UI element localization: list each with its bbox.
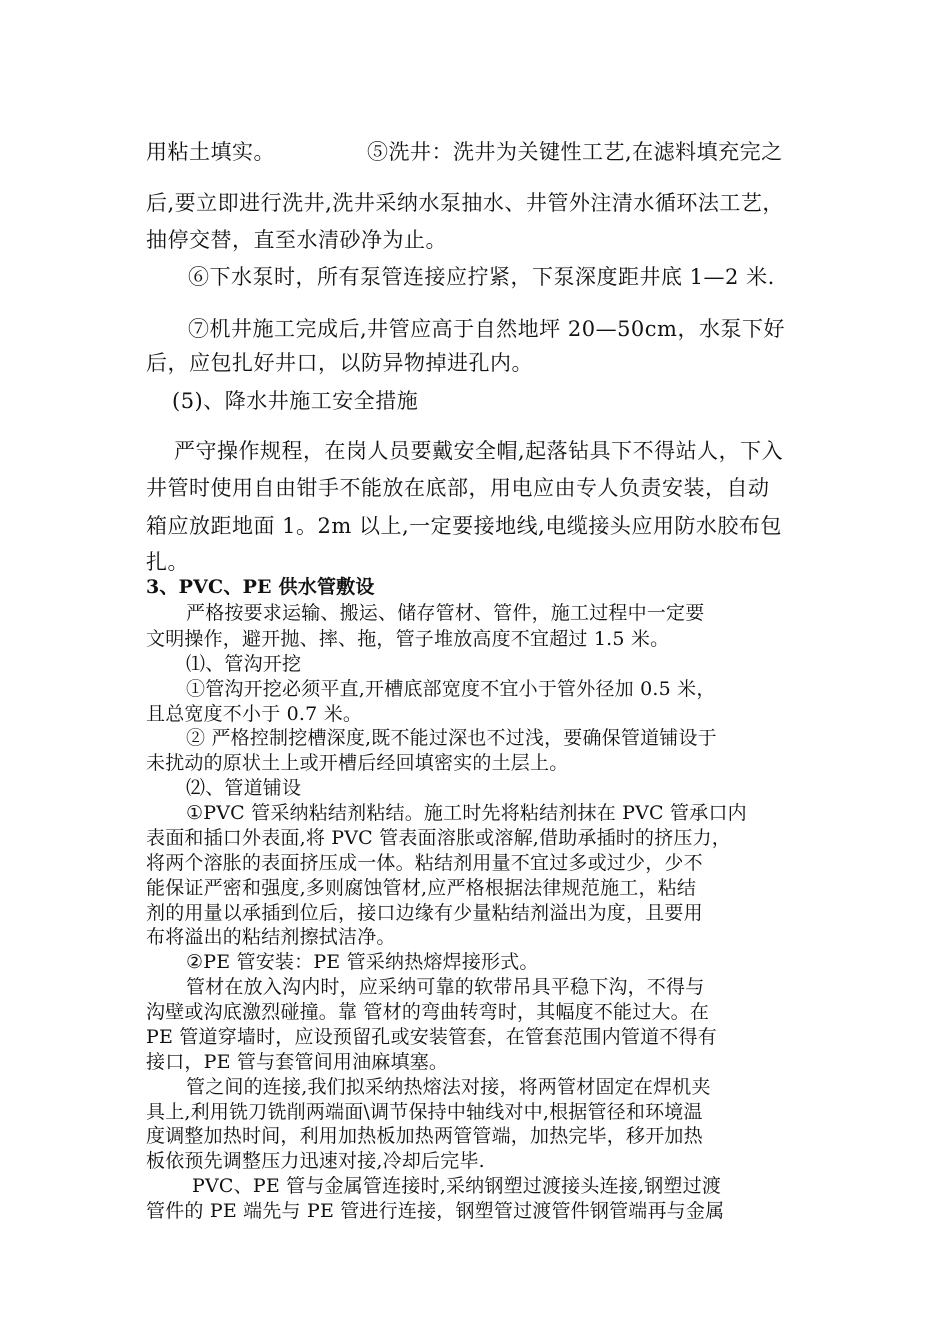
- paragraph-line: 沟壁或沟底激烈碰撞。靠 管材的弯曲转弯时，其幅度不能过大。在: [146, 1001, 710, 1023]
- paragraph-line: 管之间的连接,我们拟采纳热熔法对接，将两管材固定在焊机夹: [186, 1076, 711, 1098]
- paragraph-line: ② 严格控制挖槽深度,既不能过深也不过浅，要确保管道铺设于: [186, 727, 717, 749]
- paragraph-line: ②PE 管安装：PE 管采纳热熔焊接形式。: [186, 951, 539, 973]
- paragraph-line: 布将溢出的粘结剂擦拭洁净。: [146, 926, 396, 948]
- text-run: 用粘土填实。: [146, 140, 275, 164]
- text-run: ⑤洗井：洗井为关键性工艺,在滤料填充完之: [367, 140, 783, 164]
- paragraph-line: 且总宽度不小于 0.7 米。: [146, 703, 363, 725]
- paragraph-line: 井管时使用自由钳手不能放在底部，用电应由专人负责安装，自动: [146, 476, 770, 500]
- paragraph-line: 管材在放入沟内时，应采纳可靠的软带吊具平稳下沟，不得与: [186, 976, 705, 998]
- subheading: ⑴、管沟开挖: [186, 653, 302, 675]
- paragraph-line: PE 管道穿墙时，应设预留孔或安装管套，在管套范围内管道不得有: [146, 1026, 717, 1048]
- paragraph-line: 严守操作规程，在岗人员要戴安全帽,起落钻具下不得站人，下入: [174, 439, 784, 463]
- paragraph-line: 文明操作，避开抛、摔、拖，管子堆放高度不宜超过 1.5 米。: [146, 628, 670, 650]
- paragraph-line: 能保证严密和强度,多则腐蚀管材,应严格根据法律规范施工，粘结: [146, 877, 697, 899]
- subheading: (5)、降水井施工安全措施: [172, 389, 419, 413]
- paragraph-line: ⑦机井施工完成后,井管应高于自然地坪 20—50cm，水泵下好: [188, 317, 785, 341]
- paragraph-line: 后，应包扎好井口，以防异物掉进孔内。: [146, 351, 533, 375]
- paragraph-line: 抽停交替，直至水清砂净为止。: [146, 228, 447, 252]
- paragraph-line: ①PVC 管采纳粘结剂粘结。施工时先将粘结剂抹在 PVC 管承口内: [186, 802, 747, 824]
- paragraph-line: ①管沟开挖必须平直,开槽底部宽度不宜小于管外径加 0.5 米，: [186, 678, 716, 700]
- paragraph-line: 接口，PE 管与套管间用油麻填塞。: [146, 1051, 449, 1073]
- paragraph-line: [146, 136, 783, 166]
- paragraph-line: 箱应放距地面 1。2m 以上,一定要接地线,电缆接头应用防水胶布包: [146, 514, 782, 538]
- paragraph-line: 度调整加热时间，利用加热板加热两管管端，加热完毕，移开加热: [146, 1125, 703, 1147]
- paragraph-line: 后,要立即进行洗井,洗井采纳水泵抽水、井管外注清水循环法工艺，: [146, 191, 784, 215]
- paragraph-line: 表面和插口外表面,将 PVC 管表面溶胀或溶解,借助承插时的挤压力，: [146, 827, 732, 849]
- paragraph-line: 管件的 PE 端先与 PE 管进行连接，钢塑管过渡管件钢管端再与金属: [146, 1200, 725, 1222]
- paragraph-line: 具上,利用铣刀铣削两端面\调节保持中轴线对中,根据管径和环境温: [146, 1101, 703, 1123]
- paragraph-line: 剂的用量以承插到位后，接口边缘有少量粘结剂溢出为度，且要用: [146, 902, 703, 924]
- paragraph-line: PVC、PE 管与金属管连接时,采纳钢塑过渡接头连接,钢塑过渡: [192, 1175, 722, 1197]
- paragraph-line: 严格按要求运输、搬运、储存管材、管件，施工过程中一定要: [186, 602, 705, 624]
- paragraph-line: 未扰动的原状土上或开槽后经回填密实的土层上。: [146, 752, 569, 774]
- paragraph-line: 板依预先调整压力迅速对接,冷却后完毕.: [146, 1150, 485, 1172]
- subheading: ⑵、管道铺设: [186, 777, 302, 799]
- section-heading: 3、PVC、PE 供水管敷设: [146, 576, 375, 598]
- paragraph-line: 扎。: [146, 550, 189, 574]
- paragraph-line: ⑥下水泵时，所有泵管连接应拧紧，下泵深度距井底 1—2 米.: [188, 265, 775, 289]
- paragraph-line: 将两个溶胀的表面挤压成一体。粘结剂用量不宜过多或过少，少不: [146, 852, 703, 874]
